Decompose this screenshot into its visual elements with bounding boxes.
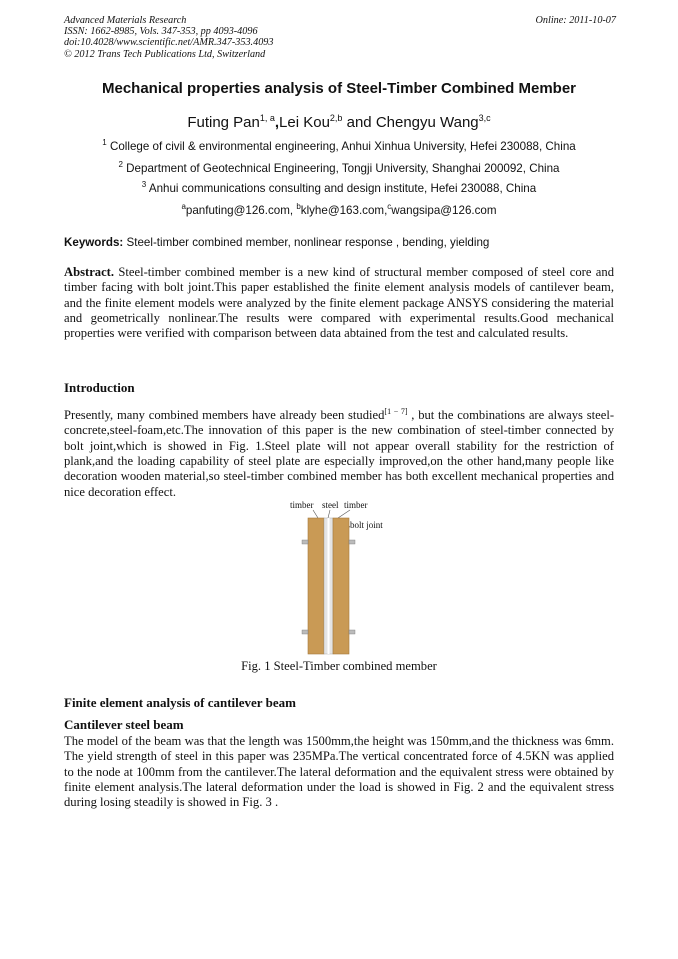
bolt-head-left-bottom: [302, 630, 308, 634]
keywords: [64, 236, 624, 249]
email-b-sup: b: [296, 202, 301, 211]
keywords-text: Steel-timber combined member, nonlinear response , bending, yielding: [126, 236, 490, 249]
affiliation-1-num: 1: [102, 138, 107, 147]
journal-name: Advanced Materials Research: [64, 15, 187, 26]
bolt-head-left-top: [302, 540, 308, 544]
leader-timber-left: [313, 510, 318, 518]
email-a[interactable]: panfuting@126.com,: [185, 203, 294, 217]
author-and: and: [346, 114, 372, 131]
citation-ref[interactable]: [1 − 7]: [384, 407, 408, 416]
author-emails: [0, 202, 678, 217]
author-3-sup: 3,c: [478, 113, 491, 123]
section-fea-heading: Finite element analysis of cantilever beam: [64, 695, 296, 710]
email-a-sup: a: [181, 202, 186, 211]
leader-timber-right: [338, 510, 350, 518]
author-1: Futing Pan: [187, 114, 260, 131]
bolt-head-right-bottom: [349, 630, 355, 634]
leader-steel: [328, 510, 330, 518]
page-header: [64, 15, 616, 60]
timber-left-plank: [308, 518, 324, 654]
intro-text-1: Presently, many combined members have already been studied: [64, 408, 385, 423]
affiliation-2-text: Department of Geotechnical Engineering, Tongji University, Shanghai 200092, China: [126, 161, 560, 175]
introduction-heading: Introduction: [64, 380, 135, 395]
affiliation-3: [0, 180, 678, 195]
fig1-label-timber-right: timber: [344, 500, 368, 510]
doi: doi:10.4028/www.scientific.net/AMR.347-353.4093: [64, 37, 274, 49]
author-2: Lei Kou: [279, 114, 330, 131]
copyright: © 2012 Trans Tech Publications Ltd, Switzerland: [64, 48, 266, 60]
subsection-cantilever-heading: Cantilever steel beam: [64, 717, 184, 732]
affiliation-2-num: 2: [118, 160, 123, 169]
email-c[interactable]: wangsipa@126.com: [391, 203, 497, 217]
intro-text-2: , but the combinations are always steel-concrete,steel-foam,etc.The innovation of this paper is the new combination of steel-timber connected by bolt joint,which is showed in Fig. 1.Steel plate will not appear overall stability for the restriction of plank,and the loading capability of steel plate are especially improved,on the other hand,many people like decoration wooden material,so steel-timber combined member has both excellent mechanical properties and nice decoration effect.: [64, 408, 615, 499]
author-1-sup: 1, a: [259, 113, 275, 123]
affiliation-3-text: Anhui communications consulting and design institute, Hefei 230088, China: [148, 181, 537, 195]
introduction-text: [64, 404, 614, 500]
email-b[interactable]: klyhe@163.com,: [300, 203, 388, 217]
issn: ISSN: 1662-8985, Vols. 347-353, pp 4093-4096: [64, 26, 258, 38]
email-c-sup: c: [387, 202, 392, 211]
abstract-text: Steel-timber combined member is a new kind of structural member composed of steel core and timber facing with bolt joint.This paper established the finite element analysis models of cantilever beam, and the finite element models were analyzed by the finite element package ANSYS considering the material and geometrically nonlinear.The results were compared with experimental results.Good mechanical properties were verified with comparison between data abtained from the test and calculated results.: [64, 265, 614, 341]
affiliation-1-text: College of civil & environmental engineering, Anhui Xinhua University, Hefei 230088, China: [109, 139, 576, 153]
cantilever-text: The model of the beam was that the length was 1500mm,the height was 150mm,and the thickness was 6mm. The yield strength of steel in this paper was 235MPa.The vertical concentrated force of 4.5KN was applied to the node at 100mm from the cantilever.The lateral deformation and the equivalent stress were obtained by finite element analysis.The lateral deformation under the load is showed in Fig. 2 and the equivalent stress during losing steadily is showed in Fig. 3 .: [64, 734, 614, 810]
bolt-head-right-top: [349, 540, 355, 544]
fig1-label-steel: steel: [322, 500, 339, 510]
affiliation-3-num: 3: [141, 180, 147, 189]
steel-timber-diagram: [280, 498, 410, 658]
affiliation-2: [0, 160, 678, 175]
affiliation-1: [0, 138, 678, 153]
author-2-sup: 2,b: [329, 113, 343, 123]
abstract-label: Abstract.: [64, 265, 115, 279]
figure-1: [280, 498, 410, 658]
author-3: Chengyu Wang: [375, 114, 479, 131]
online-date: Online: 2011-10-07: [535, 15, 616, 26]
paper-title: Mechanical properties analysis of Steel-Timber Combined Member: [101, 80, 577, 97]
figure-1-caption: Fig. 1 Steel-Timber combined member: [241, 659, 437, 673]
timber-right-plank: [333, 518, 349, 654]
fig1-label-bolt: bolt joint: [350, 520, 383, 530]
fig1-label-timber-left: timber: [290, 500, 314, 510]
keywords-label: Keywords:: [64, 236, 124, 249]
author-list: Futing Pan$^{1, a}$,Lei Kou$^{2,b}$ and Chengyu Wang$^{3,c}$: [187, 113, 491, 131]
abstract: [64, 265, 614, 341]
